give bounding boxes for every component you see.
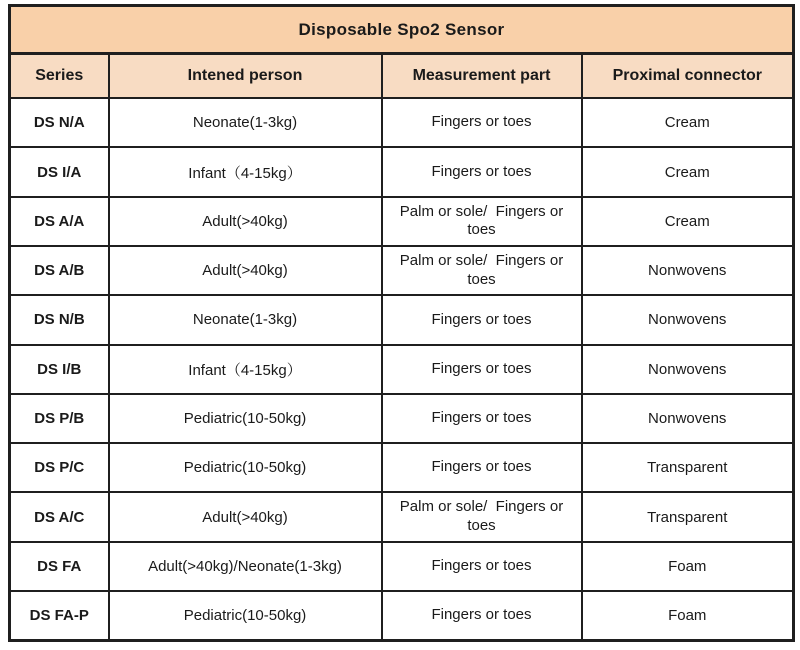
column-header-intened-person: Intened person <box>109 54 382 98</box>
table-row <box>10 542 794 591</box>
table-title: Disposable Spo2 Sensor <box>10 6 794 54</box>
series-cell: DS P/B <box>10 394 109 443</box>
part-cell: Fingers or toes <box>382 542 582 591</box>
person-cell: Pediatric(10-50kg) <box>109 591 382 640</box>
table-row <box>10 394 794 443</box>
series-cell: DS A/C <box>10 492 109 541</box>
series-cell: DS FA <box>10 542 109 591</box>
part-cell: Fingers or toes <box>382 345 582 394</box>
person-cell: Infant（4-15kg） <box>109 345 382 394</box>
table-row <box>10 295 794 344</box>
column-header-proximal-connector: Proximal connector <box>582 54 794 98</box>
table-row <box>10 197 794 246</box>
connector-cell: Nonwovens <box>582 295 794 344</box>
part-cell: Palm or sole/ Fingers or toes <box>382 246 582 295</box>
part-cell: Palm or sole/ Fingers or toes <box>382 197 582 246</box>
part-cell: Fingers or toes <box>382 591 582 640</box>
series-cell: DS P/C <box>10 443 109 492</box>
table-row <box>10 492 794 541</box>
connector-cell: Nonwovens <box>582 394 794 443</box>
connector-cell: Nonwovens <box>582 345 794 394</box>
connector-cell: Transparent <box>582 443 794 492</box>
series-cell: DS A/A <box>10 197 109 246</box>
part-cell: Fingers or toes <box>382 98 582 147</box>
table-row <box>10 591 794 640</box>
person-cell: Adult(>40kg) <box>109 246 382 295</box>
column-header-measurement-part: Measurement part <box>382 54 582 98</box>
table-row <box>10 246 794 295</box>
person-cell: Pediatric(10-50kg) <box>109 443 382 492</box>
table-header-row <box>10 54 794 98</box>
person-cell: Adult(>40kg) <box>109 492 382 541</box>
table-row <box>10 98 794 147</box>
table-row <box>10 345 794 394</box>
connector-cell: Cream <box>582 98 794 147</box>
table-title-row <box>10 6 794 54</box>
series-cell: DS A/B <box>10 246 109 295</box>
series-cell: DS N/B <box>10 295 109 344</box>
person-cell: Neonate(1-3kg) <box>109 98 382 147</box>
part-cell: Fingers or toes <box>382 147 582 196</box>
connector-cell: Foam <box>582 542 794 591</box>
connector-cell: Foam <box>582 591 794 640</box>
person-cell: Adult(>40kg)/Neonate(1-3kg) <box>109 542 382 591</box>
connector-cell: Cream <box>582 197 794 246</box>
connector-cell: Transparent <box>582 492 794 541</box>
series-cell: DS FA-P <box>10 591 109 640</box>
person-cell: Infant（4-15kg） <box>109 147 382 196</box>
series-cell: DS I/B <box>10 345 109 394</box>
part-cell: Palm or sole/ Fingers or toes <box>382 492 582 541</box>
connector-cell: Cream <box>582 147 794 196</box>
column-header-series: Series <box>10 54 109 98</box>
spo2-sensor-table <box>8 4 795 642</box>
table-row <box>10 147 794 196</box>
series-cell: DS I/A <box>10 147 109 196</box>
part-cell: Fingers or toes <box>382 394 582 443</box>
table-row <box>10 443 794 492</box>
person-cell: Pediatric(10-50kg) <box>109 394 382 443</box>
person-cell: Adult(>40kg) <box>109 197 382 246</box>
part-cell: Fingers or toes <box>382 295 582 344</box>
series-cell: DS N/A <box>10 98 109 147</box>
person-cell: Neonate(1-3kg) <box>109 295 382 344</box>
connector-cell: Nonwovens <box>582 246 794 295</box>
part-cell: Fingers or toes <box>382 443 582 492</box>
